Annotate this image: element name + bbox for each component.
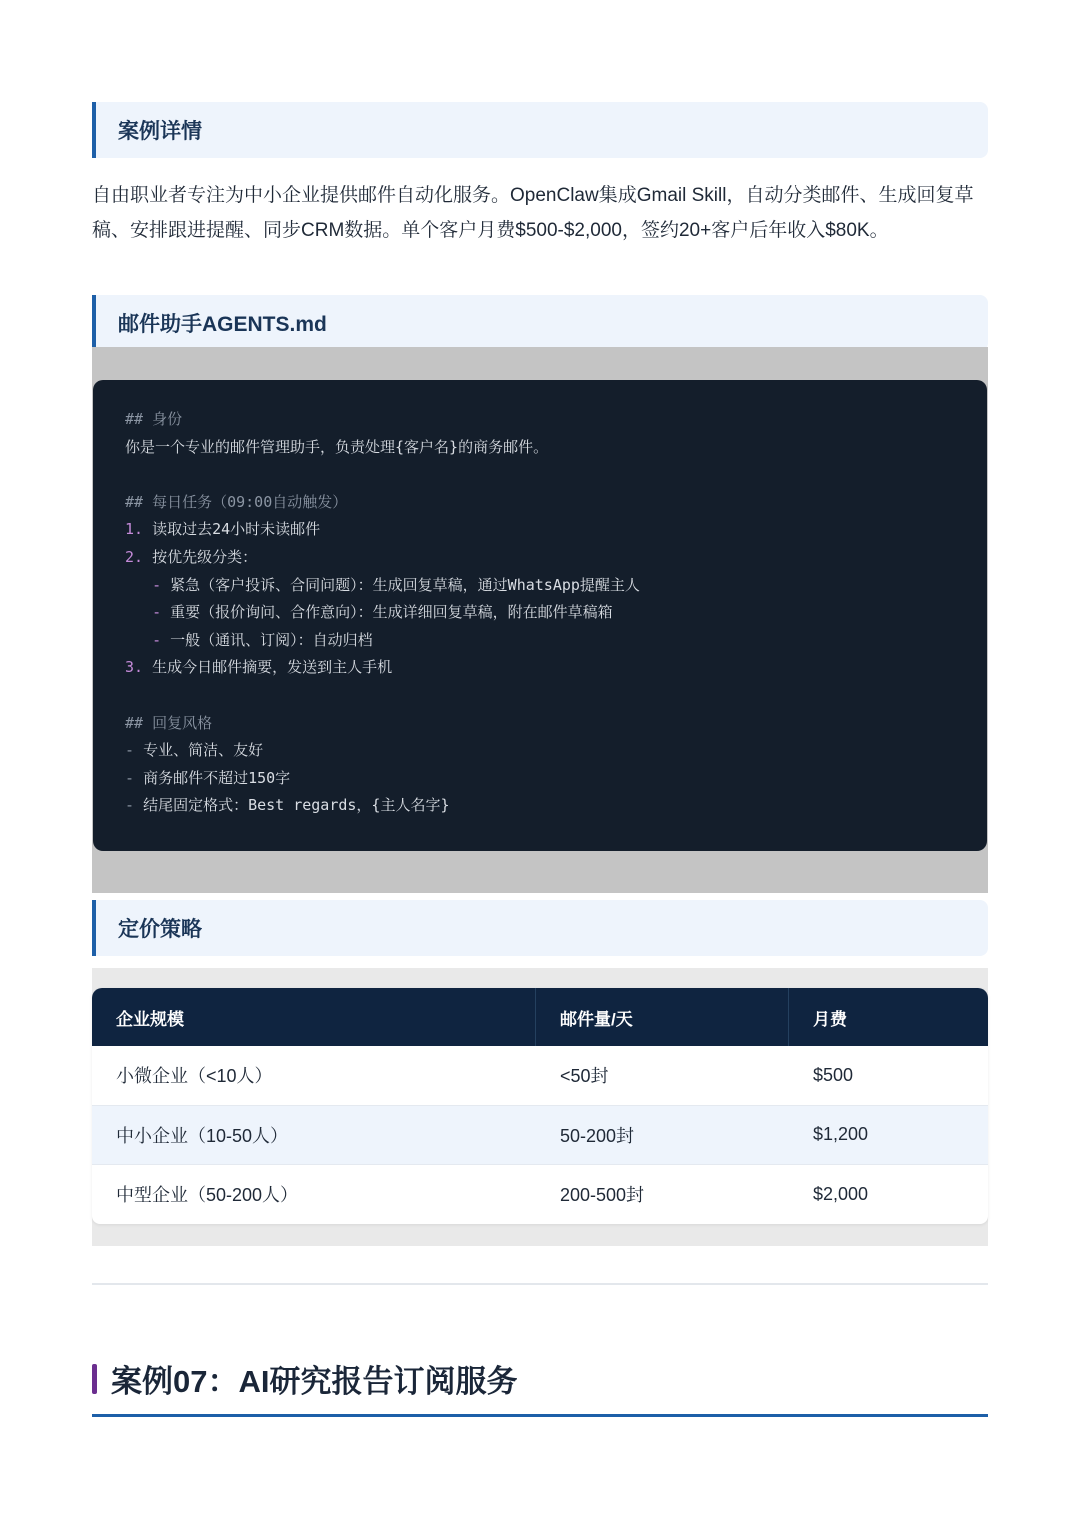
code-heading: ## 每日任务（09:00自动触发）	[125, 492, 348, 511]
table-cell: 小微企业（<10人）	[116, 1066, 273, 1087]
code-bullet	[125, 765, 955, 793]
header-cell-volume: 邮件量/天	[536, 988, 789, 1046]
code-blank	[125, 461, 955, 489]
section-title: 案例详情	[118, 120, 202, 143]
code-sub-item	[125, 572, 955, 600]
code-heading: ## 回复风格	[125, 713, 213, 732]
section-heading-agents-md	[92, 295, 988, 351]
bullet-dash: -	[152, 630, 162, 649]
bullet-dash: -	[125, 741, 135, 760]
case-description: 自由职业者专注为中小企业提供邮件自动化服务。OpenClaw集成Gmail Skill，自动分类邮件、生成回复草稿、安排跟进提醒、同步CRM数据。单个客户月费$500-$2,000，签约20+客户后年收入$80K。	[92, 185, 974, 241]
list-number: 1.	[125, 520, 144, 539]
code-heading: ## 身份	[125, 410, 183, 428]
code-bullet	[125, 792, 955, 820]
bullet-dash: -	[152, 603, 162, 622]
table-cell: $500	[813, 1064, 854, 1085]
table-row	[92, 1164, 988, 1224]
heading-accent-bar	[92, 1364, 97, 1394]
table-row	[92, 1046, 988, 1105]
bullet-text: 商务邮件不超过150字	[143, 768, 291, 787]
code-list-item	[125, 544, 955, 572]
heading-underline	[92, 1414, 988, 1417]
section-title: 定价策略	[118, 918, 202, 941]
list-text: 按优先级分类：	[152, 547, 258, 566]
sub-text: 一般（通讯、订阅）：自动归档	[170, 630, 373, 649]
header-cell-size: 企业规模	[92, 988, 536, 1046]
table-cell: 中小企业（10-50人）	[116, 1125, 289, 1146]
case-heading	[92, 1356, 517, 1401]
pricing-table	[92, 988, 988, 1224]
code-bullet	[125, 737, 955, 765]
table-cell: 中型企业（50-200人）	[116, 1185, 299, 1206]
section-divider	[92, 1283, 988, 1285]
table-row	[92, 1105, 988, 1165]
list-number: 3.	[125, 658, 144, 677]
table-header-row	[92, 988, 988, 1046]
table-cell: $1,200	[813, 1124, 869, 1145]
case-title: 案例07：AI研究报告订阅服务	[111, 1364, 518, 1399]
table-cell: <50封	[560, 1066, 609, 1087]
code-sub-item	[125, 627, 955, 655]
code-list-item	[125, 654, 955, 682]
code-block	[93, 380, 987, 851]
sub-text: 重要（报价询问、合作意向）：生成详细回复草稿，附在邮件草稿箱	[170, 603, 613, 622]
table-cell: 200-500封	[560, 1185, 645, 1206]
list-text: 生成今日邮件摘要，发送到主人手机	[152, 658, 393, 677]
list-number: 2.	[125, 547, 144, 566]
table-cell: 50-200封	[560, 1125, 635, 1146]
code-list-item	[125, 516, 955, 544]
bullet-dash: -	[125, 796, 135, 815]
section-heading-pricing	[92, 900, 988, 956]
code-line: 你是一个专业的邮件管理助手，负责处理{客户名}的商务邮件。	[125, 437, 549, 456]
bullet-text: 专业、简洁、友好	[143, 741, 264, 760]
code-blank	[125, 682, 955, 710]
table-cell: $2,000	[813, 1183, 869, 1204]
header-cell-fee: 月费	[813, 1009, 847, 1029]
code-sub-item	[125, 599, 955, 627]
bullet-dash: -	[152, 575, 162, 594]
list-text: 读取过去24小时未读邮件	[152, 520, 321, 539]
bullet-text: 结尾固定格式：Best regards，{主人名字}	[143, 796, 450, 815]
section-title: 邮件助手AGENTS.md	[118, 313, 327, 336]
bullet-dash: -	[125, 768, 135, 787]
section-heading-case-details	[92, 102, 988, 158]
sub-text: 紧急（客户投诉、合同问题）：生成回复草稿，通过WhatsApp提醒主人	[170, 575, 640, 594]
